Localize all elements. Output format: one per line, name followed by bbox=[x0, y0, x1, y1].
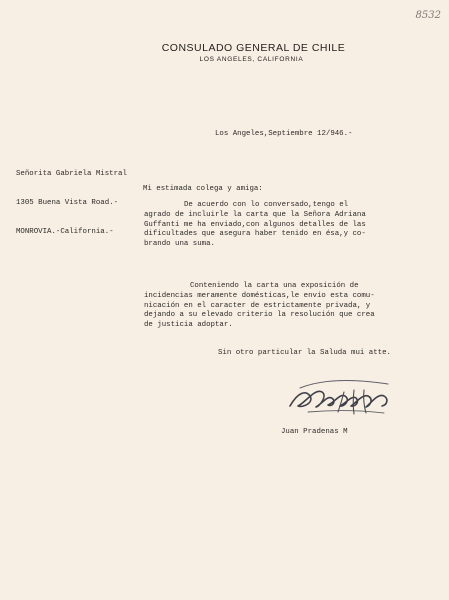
signature-svg bbox=[284, 372, 400, 424]
paragraph-1-line-1: De acuerdo con lo conversado,tengo el bbox=[184, 201, 349, 209]
signer-name: Juan Pradenas M bbox=[281, 428, 348, 436]
archive-reference-number: 8532 bbox=[415, 10, 441, 21]
paragraph-1-line-3: Guffanti me ha enviado,con algunos detalles de las bbox=[144, 220, 366, 229]
paragraph-2-line-4: dejando a su elevado criterio la resolución que crea bbox=[144, 311, 375, 320]
letter-date: Los Angeles,Septiembre 12/946.- bbox=[215, 130, 353, 138]
closing-line: Sin otro particular la Saluda mui atte. bbox=[218, 349, 391, 357]
paragraph-2-line-1: Conteniendo la carta una exposición de bbox=[190, 282, 359, 290]
letterhead bbox=[0, 42, 449, 63]
paragraph-1-line-5: brando una suma. bbox=[144, 240, 215, 249]
addressee-line-1: Señorita Gabriela Mistral bbox=[16, 169, 127, 178]
body-paragraph-1 bbox=[144, 201, 370, 250]
paragraph-1-line-2: agrado de incluirle la carta que la Señora Adriana bbox=[144, 210, 366, 219]
paragraph-2-line-3: nicación en el caracter de estrictamente privada, y bbox=[144, 301, 371, 310]
paragraph-2-line-5: de justicia adoptar. bbox=[144, 321, 233, 330]
addressee-line-2: 1305 Buena Vista Road.- bbox=[16, 198, 119, 207]
addressee-line-3: MONROVIA.-California.- bbox=[16, 228, 114, 237]
body-paragraph-2 bbox=[144, 282, 375, 331]
addressee-block bbox=[16, 150, 127, 257]
paragraph-1-line-4: dificultades que asegura haber tenido en ésa,y co- bbox=[144, 230, 366, 239]
letterhead-city: LOS ANGELES, CALIFORNIA bbox=[199, 56, 304, 63]
handwritten-signature bbox=[284, 372, 400, 424]
paragraph-2-line-2: incidencias meramente domésticas,le envío esta comu- bbox=[144, 291, 375, 300]
letterhead-organization: CONSULADO GENERAL DE CHILE bbox=[161, 42, 346, 54]
salutation: Mi estimada colega y amiga: bbox=[143, 185, 263, 193]
